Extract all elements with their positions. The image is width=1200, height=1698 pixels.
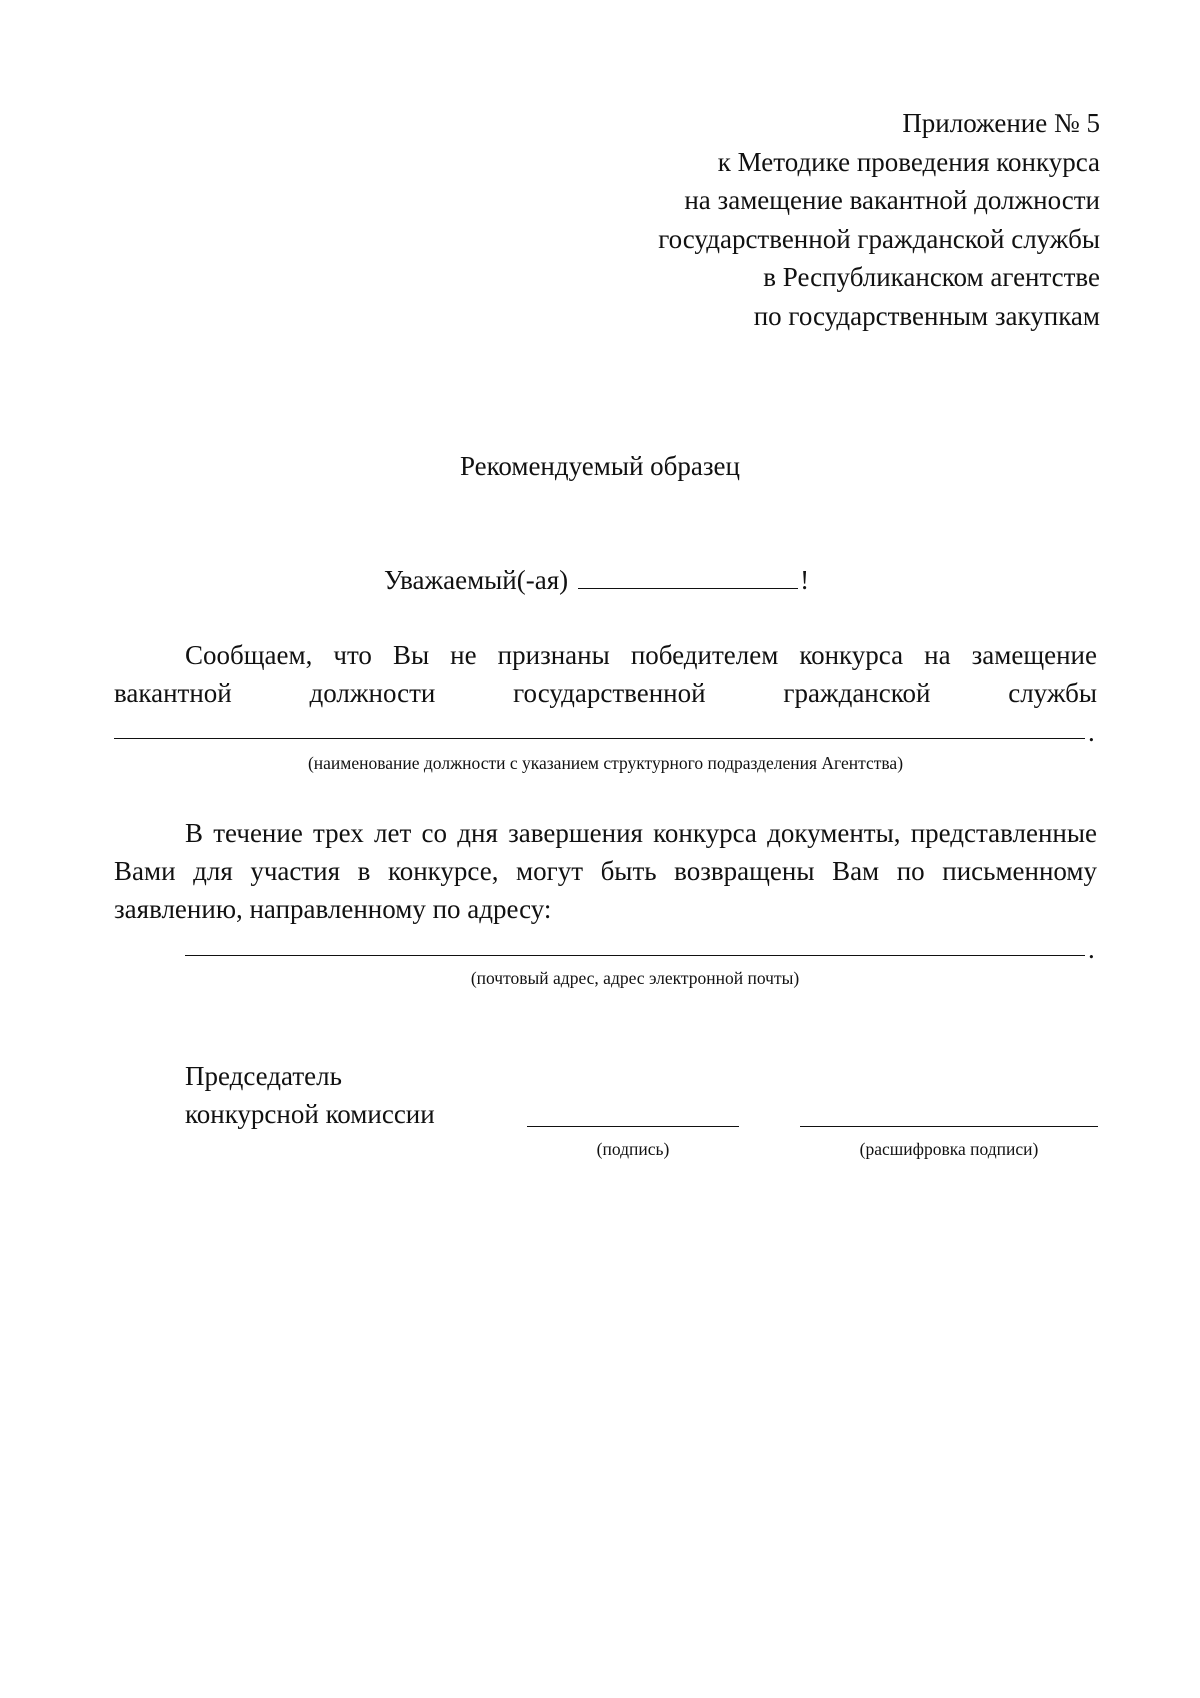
header-line: по государственным закупкам — [753, 300, 1100, 331]
signer-title-line: конкурсной комиссии — [185, 1099, 435, 1129]
paragraph-line: вакантной должности государственной гражданской службы — [114, 678, 1097, 708]
header-line: на замещение вакантной должности — [684, 185, 1100, 215]
signature-decoding-caption: (расшифровка подписи) — [859, 1139, 1039, 1159]
header-line: в Республиканском агентстве — [763, 262, 1100, 292]
header-line: Приложение № 5 — [902, 108, 1100, 138]
signature-decoding-fill-line — [800, 1126, 1098, 1127]
documents-return-paragraph — [114, 814, 1097, 928]
notification-paragraph — [114, 636, 1097, 712]
signature-caption: (подпись) — [596, 1139, 670, 1159]
paragraph-line: В течение трех лет со дня завершения конкурса документы, представленные — [185, 818, 1097, 848]
paragraph-line: Сообщаем, что Вы не признаны победителем конкурса на замещение — [185, 640, 1097, 670]
position-fill-line — [114, 738, 1085, 739]
paragraph-line: заявлению, направленному по адресу: — [114, 894, 552, 924]
recipient-name-blank — [578, 564, 798, 589]
sample-label: Рекомендуемый образец — [459, 451, 740, 481]
line-end-dot: . — [1088, 934, 1095, 964]
greeting — [384, 562, 809, 598]
greeting-suffix: ! — [800, 565, 810, 595]
appendix-header — [658, 104, 1100, 335]
line-end-dot: . — [1088, 717, 1095, 747]
header-line: государственной гражданской службы — [658, 223, 1100, 254]
address-caption: (почтовый адрес, адрес электронной почты) — [470, 968, 800, 988]
signer-block — [185, 1057, 435, 1133]
signer-title-line: Председатель — [185, 1061, 342, 1091]
address-fill-line — [185, 955, 1085, 956]
header-line: к Методике проведения конкурса — [717, 146, 1100, 177]
paragraph-line: Вами для участия в конкурсе, могут быть возвращены Вам по письменному — [114, 856, 1097, 886]
position-caption: (наименование должности с указанием структурного подразделения Агентства) — [307, 753, 904, 773]
greeting-prefix: Уважаемый(-ая) — [384, 565, 569, 595]
signature-fill-line — [527, 1126, 739, 1127]
